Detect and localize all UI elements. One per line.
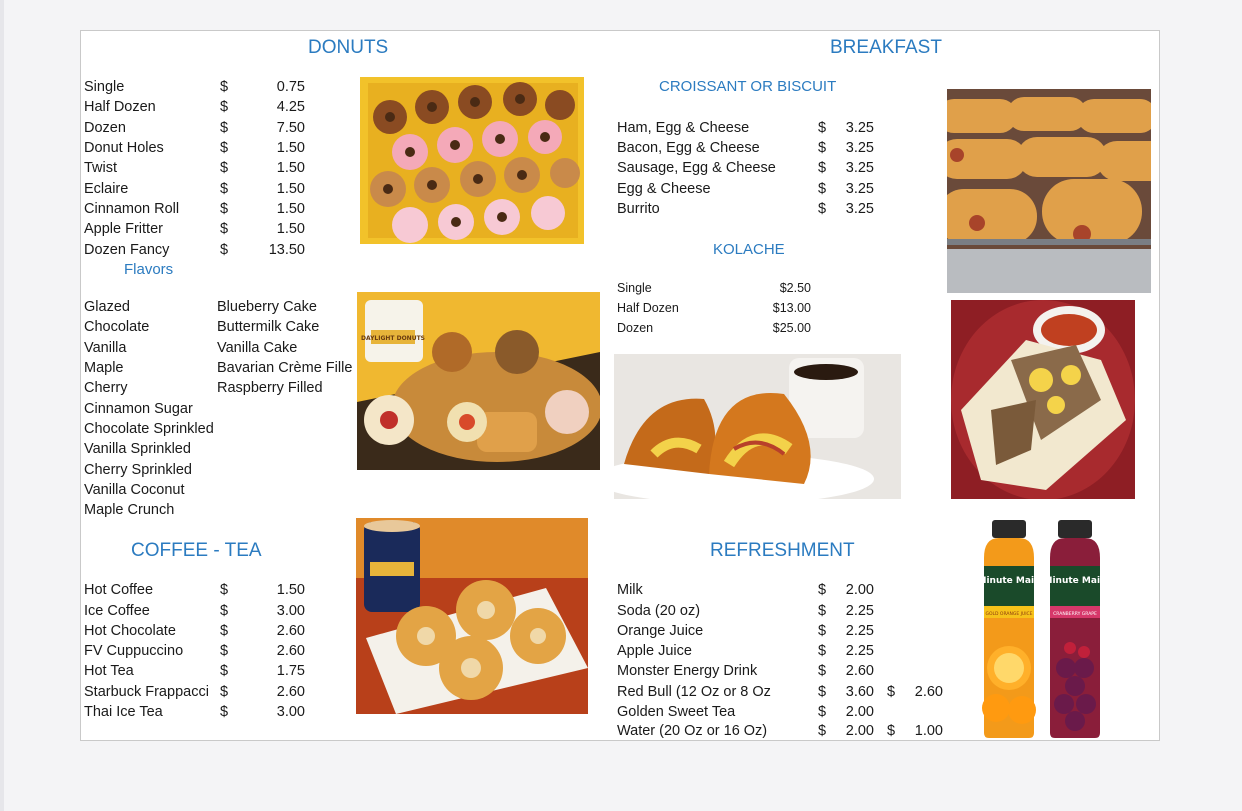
list-item-name: Donut Holes [84, 140, 164, 156]
list-item-price: 2.60 [276, 623, 305, 639]
list-item-currency: $ [220, 242, 229, 258]
list-item: Bavarian Crème Fille [217, 360, 353, 376]
list-item-price: 2.25 [845, 623, 874, 639]
list-item-currency: $ [220, 120, 229, 136]
list-item-name: Egg & Cheese [617, 181, 711, 197]
list-item-price: 4.25 [276, 99, 305, 115]
list-item-currency: $ [818, 582, 827, 598]
list-item-price: 3.25 [845, 140, 874, 156]
minute-maid-bottles-photo [974, 518, 1124, 740]
list-item-price: $2.50 [779, 281, 811, 295]
list-item-currency: $ [220, 684, 229, 700]
list-item: Cinnamon Sugar [84, 401, 193, 417]
bottle-flavor-2-text: CRANBERRY GRAPE [1053, 612, 1097, 617]
list-item-price: 0.75 [276, 79, 305, 95]
list-item-currency: $ [818, 160, 827, 176]
list-item-price: 3.25 [845, 120, 874, 136]
list-item: Glazed [84, 299, 130, 315]
list-item: Maple [84, 360, 124, 376]
list-item-currency: $ [818, 140, 827, 156]
list-item-price: 2.00 [845, 582, 874, 598]
bottle-brand-2-text: Minute Maid [1043, 576, 1107, 586]
list-item-price-2: 1.00 [914, 723, 943, 739]
list-item-name: Apple Juice [617, 643, 692, 659]
list-item-currency: $ [220, 99, 229, 115]
list-item-name: Cinnamon Roll [84, 201, 180, 217]
list-item: Vanilla Cake [217, 340, 298, 356]
list-item: Chocolate [84, 319, 150, 335]
list-item-name: FV Cuppuccino [84, 643, 184, 659]
list-item-price: 1.50 [276, 181, 305, 197]
list-item: Chocolate Sprinkled [84, 421, 214, 437]
croissant-heading: CROISSANT OR BISCUIT [659, 78, 837, 95]
list-item-price: 1.50 [276, 221, 305, 237]
list-item-currency: $ [220, 140, 229, 156]
list-item-name: Apple Fritter [84, 221, 163, 237]
list-item-price: 2.25 [845, 643, 874, 659]
list-item-name: Single [84, 79, 125, 95]
list-item-name: Thai Ice Tea [84, 704, 163, 720]
list-item-price: $13.00 [772, 301, 811, 315]
list-item-name: Soda (20 oz) [617, 603, 701, 619]
list-item-price: $25.00 [772, 321, 811, 335]
list-item-name: Orange Juice [617, 623, 704, 639]
list-item-currency: $ [220, 201, 229, 217]
list-item-currency: $ [220, 582, 229, 598]
list-item-price: 1.50 [276, 201, 305, 217]
kolache-photo [947, 89, 1151, 293]
list-item-price: 1.50 [276, 582, 305, 598]
list-item-name: Water (20 Oz or 16 Oz) [617, 723, 768, 739]
list-item-currency: $ [818, 623, 827, 639]
list-item-price: 2.60 [276, 643, 305, 659]
list-item-price: 2.60 [276, 684, 305, 700]
list-item-name: Bacon, Egg & Cheese [617, 140, 760, 156]
list-item-price: 3.00 [276, 704, 305, 720]
list-item: Maple Crunch [84, 502, 175, 518]
flavors-heading: Flavors [124, 261, 174, 278]
list-item-currency: $ [220, 79, 229, 95]
list-item-currency: $ [818, 643, 827, 659]
list-item: Vanilla [84, 340, 127, 356]
list-item: Vanilla Sprinkled [84, 441, 191, 457]
list-item-name: Twist [84, 160, 118, 176]
list-item-name: Red Bull (12 Oz or 8 Oz [617, 684, 771, 700]
list-item-price-2: 2.60 [914, 684, 943, 700]
list-item-currency-2: $ [887, 723, 896, 739]
list-item: Buttermilk Cake [217, 319, 320, 335]
glazed-donuts-photo [356, 518, 588, 714]
list-item-currency: $ [818, 201, 827, 217]
list-item-price: 2.25 [845, 603, 874, 619]
mug-brand-text: DAYLIGHT DONUTS [361, 335, 425, 342]
list-item: Cherry Sprinkled [84, 462, 192, 478]
list-item-currency: $ [818, 684, 827, 700]
list-item-name: Burrito [617, 201, 660, 217]
list-item-currency: $ [818, 120, 827, 136]
list-item-currency: $ [818, 723, 827, 739]
list-item-name: Dozen [84, 120, 126, 136]
list-item-currency: $ [220, 663, 229, 679]
list-item-currency: $ [220, 160, 229, 176]
list-item-currency: $ [220, 221, 229, 237]
list-item-price: 3.00 [276, 603, 305, 619]
list-item-name: Milk [617, 582, 643, 598]
list-item-price: 3.25 [845, 160, 874, 176]
bottle-brand-1-text: Minute Maid [977, 576, 1041, 586]
list-item-price: 3.25 [845, 181, 874, 197]
list-item-currency-2: $ [887, 684, 896, 700]
burrito-photo [951, 300, 1135, 499]
coffee-heading: COFFEE - TEA [131, 540, 262, 561]
list-item-price: 13.50 [268, 242, 305, 258]
list-item-price: 3.60 [845, 684, 874, 700]
list-item-name: Hot Coffee [84, 582, 154, 598]
list-item-currency: $ [818, 603, 827, 619]
list-item-name: Hot Chocolate [84, 623, 176, 639]
list-item-name: Starbuck Frappacci [84, 684, 209, 700]
list-item-price: 3.25 [845, 201, 874, 217]
list-item-name: Golden Sweet Tea [617, 704, 736, 720]
list-item-currency: $ [220, 643, 229, 659]
list-item-currency: $ [220, 623, 229, 639]
list-item: Vanilla Coconut [84, 482, 185, 498]
list-item-price: 2.60 [845, 663, 874, 679]
croissant-sandwich-photo [614, 354, 901, 499]
bottle-flavor-1-text: GOLD ORANGE JUICE [985, 612, 1033, 617]
menu-page [80, 30, 1160, 741]
donut-tray-photo [360, 77, 584, 244]
list-item-name: Monster Energy Drink [617, 663, 758, 679]
list-item-price: 2.00 [845, 723, 874, 739]
left-edge [0, 0, 4, 811]
breakfast-heading: BREAKFAST [830, 37, 942, 58]
list-item-currency: $ [220, 181, 229, 197]
list-item-price: 7.50 [276, 120, 305, 136]
list-item-price: 1.50 [276, 140, 305, 156]
list-item-price: 1.75 [276, 663, 305, 679]
list-item-currency: $ [818, 663, 827, 679]
list-item-name: Half Dozen [617, 301, 679, 315]
list-item-name: Single [617, 281, 652, 295]
refreshment-heading: REFRESHMENT [710, 540, 855, 561]
list-item-name: Sausage, Egg & Cheese [617, 160, 776, 176]
list-item-name: Ham, Egg & Cheese [617, 120, 750, 136]
list-item-name: Hot Tea [84, 663, 134, 679]
pastry-assortment-photo [357, 292, 600, 470]
list-item: Raspberry Filled [217, 380, 323, 396]
list-item-currency: $ [220, 704, 229, 720]
list-item-currency: $ [220, 603, 229, 619]
list-item-name: Ice Coffee [84, 603, 150, 619]
list-item-name: Dozen Fancy [84, 242, 170, 258]
kolache-heading: KOLACHE [713, 241, 785, 258]
list-item-price: 2.00 [845, 704, 874, 720]
list-item-name: Half Dozen [84, 99, 156, 115]
list-item-currency: $ [818, 181, 827, 197]
list-item-currency: $ [818, 704, 827, 720]
donuts-heading: DONUTS [308, 37, 389, 58]
list-item: Blueberry Cake [217, 299, 317, 315]
list-item-name: Eclaire [84, 181, 129, 197]
list-item-price: 1.50 [276, 160, 305, 176]
list-item-name: Dozen [617, 321, 654, 335]
list-item: Cherry [84, 380, 128, 396]
